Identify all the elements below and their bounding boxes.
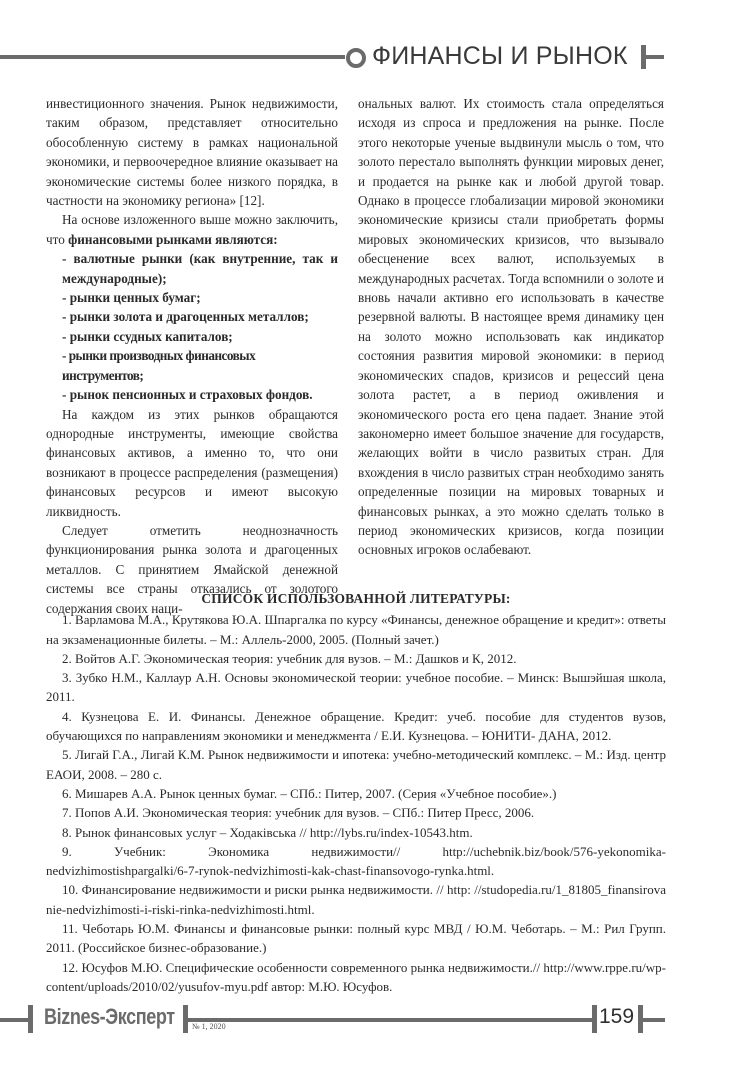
paragraph-intro-list	[46, 210, 338, 249]
section-title: ФИНАНСЫ И РЫНОК	[372, 42, 628, 70]
left-column	[46, 94, 338, 618]
list-item: - рынки ссудных капиталов;	[62, 328, 233, 344]
paragraph: ональных валют. Их стоимость стала определяться исходя из спроса и предложения на рынке. После этого некоторые ученые выдвинули мысль о том, что золото перестало выполнять функции мировых денег, и продается на рынке как и любой другой товар. Однако в процессе глобализации мировой экономики экономические кризисы стали приобретать формы мировых экономических кризисов, что вызывало обесценение всех валют, используемых в международных расчетах. Тогда вспомнили о золоте и вновь начали активно его использовать в качестве резервной валюты. В настоящее время динамику цен на золото можно использовать как индикатор состояния развития мировой экономики: в период экономических спадов, кризисов и рецессий цена золота растет, а в период оживления и экономического роста его цена падает. Знание этой закономерно имеет большое значение для государств, желающих войти в число развитых стран. Для вхождения в число развитых стран необходимо занять определенные позиции на мировых товарных и финансовых рынках, а это можно сделать только в период экономических кризисов, когда позиции основных игроков ослабевают.	[358, 96, 664, 558]
references-section	[46, 589, 666, 996]
footer-bar	[592, 1005, 597, 1033]
reference-line	[46, 842, 666, 861]
reference-item-link[interactable]: 12. Юсуфов М.Ю. Специфические особенности современного рынка недвижимости.// http://www.rppe.ru/wp-content/uploads/2010/02/yusufov-myu.pdf автор: М.Ю. Юсуфов.	[46, 959, 666, 994]
reference-number: 9.	[62, 843, 72, 859]
reference-item-link[interactable]: 8. Рынок финансовых услуг – Ходаківська // http://lybs.ru/index-10543.htm.	[62, 824, 473, 840]
footer-rule-left	[0, 1018, 30, 1022]
reference-item: 4. Кузнецова Е. И. Финансы. Денежное обращение. Кредит: учеб. пособие для студентов вузов, обучающихся по направлениям экономики и менеджмента / Е.И. Кузнецова. – ЮНИТИ- ДАНА, 2012.	[46, 708, 666, 744]
list-item: - рынки производных финансовых инструментов;	[62, 348, 256, 383]
paragraph: Следует отметить неоднозначность функционирования рынка золота и драгоценных металлов. С принятием Ямайской денежной системы все страны отказались от золотого содержания своих наци-	[46, 522, 338, 616]
reference-word: Экономика	[208, 843, 270, 859]
header-circle-ornament	[346, 48, 366, 68]
reference-item: 5. Лигай Г.А., Лигай К.М. Рынок недвижимости и ипотека: учебно-методический комплекс. – М.: Изд. центр ЕАОИ, 2008. – 280 с.	[46, 747, 666, 782]
reference-item: 6. Мишарев А.А. Рынок ценных бумаг. – СПб.: Питер, 2007. (Серия «Учебное пособие».)	[62, 785, 557, 801]
reference-url[interactable]: http://uchebnik.biz/book/576-yekonomika-	[442, 843, 666, 859]
list-item: - валютные рынки (как внутренние, так и международные);	[62, 251, 338, 286]
paragraph-text: На основе изложенного выше можно заключить, что	[46, 212, 338, 247]
reference-item: 1. Варламова М.А., Крутякова Ю.А. Шпаргалка по курсу «Финансы, денежное обращение и кредит»: ответы на экзаменационные билеты. – М.: Аллель-2000, 2005. (Полный зачет.)	[46, 612, 666, 647]
footer-bar	[28, 1005, 33, 1033]
header-rule-left	[0, 55, 345, 59]
page-number: 159	[599, 1005, 635, 1028]
paragraph-bold-text: финансовыми рынками являются:	[68, 231, 278, 247]
reference-item-link[interactable]	[46, 842, 666, 881]
right-column	[358, 94, 664, 560]
footer-rule-middle	[188, 1018, 593, 1022]
reference-item-link[interactable]: 10. Финансирование недвижимости и риски рынка недвижимости. // http: //studopedia.ru/1_81805_finansirovanie-nedvizhimosti-i-riski-rinka-nedvizhimosti.html.	[46, 882, 666, 917]
reference-url-continued[interactable]: nedvizhimostishpargalki/6-7-rynok-nedvizhimosti-kak-chast-finansovogo-rynka.html.	[46, 863, 495, 879]
list-item: - рынок пенсионных и страховых фондов.	[62, 387, 313, 403]
reference-word: недвижимости//	[311, 843, 401, 859]
paragraph: инвестиционного значения. Рынок недвижимости, таким образом, представляет относительно обособленную систему в рамках национальной экономики, и первоочередное влияние оказывает на экономические системы более низкого порядка, в частности на экономику региона» [12].	[46, 96, 338, 209]
reference-item: 2. Войтов А.Г. Экономическая теория: учебник для вузов. – М.: Дашков и К, 2012.	[62, 650, 517, 666]
footer-rule-right	[643, 1018, 665, 1022]
reference-item: 11. Чеботарь Ю.М. Финансы и финансовые рынки: полный курс МВД / Ю.М. Чеботарь. – М.: Рил Групп. 2011. (Российское бизнес-образование.)	[46, 921, 666, 956]
journal-brand-logo: Biznes-Эксперт	[44, 1004, 175, 1029]
reference-word: Учебник:	[113, 843, 166, 859]
list-item: - рынки ценных бумаг;	[62, 290, 201, 306]
header-bar-horizontal	[646, 55, 664, 59]
reference-item: 3. Зубко Н.М., Каллаур А.Н. Основы экономической теории: учебное пособие. – Минск: Вышэйшая школа, 2011.	[46, 670, 666, 705]
reference-item: 7. Попов А.И. Экономическая теория: учебник для вузов. – СПб.: Питер Пресс, 2006.	[62, 805, 535, 821]
references-title: СПИСОК ИСПОЛЬЗОВАННОЙ ЛИТЕРАТУРЫ:	[201, 591, 511, 606]
paragraph: На каждом из этих рынков обращаются однородные инструменты, имеющие свойства финансовых активов, а именно то, что они возникают в процессе распределения (размещения) финансовых ресурсов и имеют высокую ликвидность.	[46, 406, 338, 519]
issue-number: № 1, 2020	[192, 1022, 226, 1031]
list-item: - рынки золота и драгоценных металлов;	[62, 309, 309, 325]
